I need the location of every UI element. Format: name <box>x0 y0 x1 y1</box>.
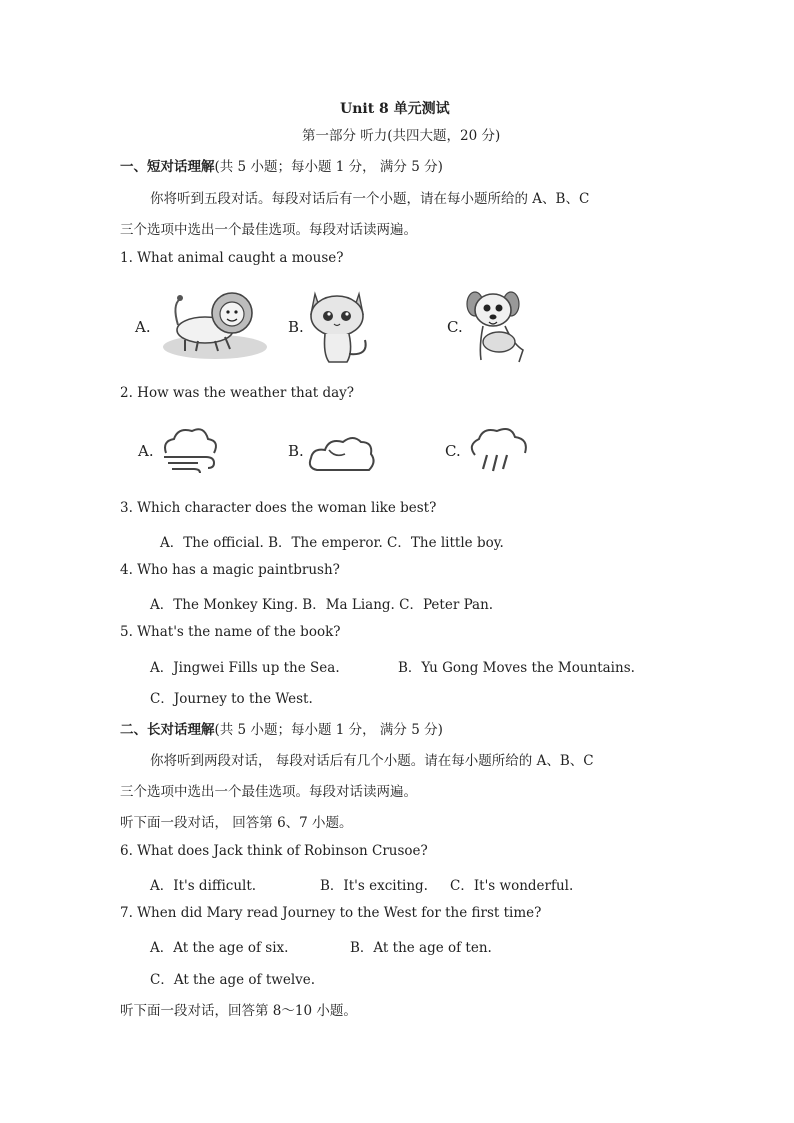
cat-icon <box>303 284 383 366</box>
q7-option-a[interactable]: A．At the age of six. <box>150 940 289 956</box>
question-3: 3. Which character does the woman like best? <box>120 500 437 516</box>
q5-option-b[interactable]: B．Yu Gong Moves the Mountains. <box>398 660 635 676</box>
q6-option-a[interactable]: A．It's difficult. <box>150 878 257 894</box>
section-one-heading <box>120 155 443 175</box>
cloudy-icon <box>307 428 377 474</box>
q7-option-b[interactable]: B．At the age of ten. <box>350 940 492 956</box>
rainy-cloud-icon <box>465 425 531 475</box>
section-one-instruction-2: 三个选项中选出一个最佳选项。每段对话读两遍。 <box>120 222 417 238</box>
q5-option-a[interactable]: A．Jingwei Fills up the Sea. <box>150 660 340 676</box>
question-2: 2. How was the weather that day? <box>120 385 355 401</box>
dialogue-1-lead: 听下面一段对话， 回答第 6、7 小题。 <box>120 815 353 831</box>
lion-icon <box>160 285 270 360</box>
q5-option-c[interactable]: C．Journey to the West. <box>150 691 313 707</box>
section-two-heading <box>120 718 443 738</box>
q6-option-c[interactable]: C．It's wonderful. <box>450 878 574 894</box>
question-6: 6. What does Jack think of Robinson Crusoe? <box>120 843 428 859</box>
q4-options[interactable]: A．The Monkey King. B．Ma Liang. C．Peter Pan. <box>150 597 494 613</box>
section-one-instruction-1: 你将听到五段对话。每段对话后有一个小题，请在每小题所给的 A、B、C <box>150 191 590 207</box>
question-5: 5. What's the name of the book? <box>120 624 341 640</box>
section-two-instruction-2: 三个选项中选出一个最佳选项。每段对话读两遍。 <box>120 784 417 800</box>
q1-option-c-label[interactable]: C. <box>447 318 463 336</box>
section-two-instruction-1: 你将听到两段对话， 每段对话后有几个小题。请在每小题所给的 A、B、C <box>150 753 594 769</box>
section-two-score: (共 5 小题；每小题 1 分， 满分 5 分) <box>214 722 443 738</box>
q1-option-b-label[interactable]: B. <box>288 318 304 336</box>
q3-options[interactable]: A．The official. B．The emperor. C．The little boy. <box>160 535 504 551</box>
page-title: Unit 8 单元测试 <box>340 101 450 117</box>
q1-option-a-label[interactable]: A. <box>135 318 151 336</box>
q2-option-a-label[interactable]: A. <box>138 442 154 460</box>
dialogue-2-lead: 听下面一段对话，回答第 8～10 小题。 <box>120 1003 357 1019</box>
question-4: 4. Who has a magic paintbrush? <box>120 562 340 578</box>
question-1: 1. What animal caught a mouse? <box>120 250 344 266</box>
section-one-score: (共 5 小题；每小题 1 分， 满分 5 分) <box>214 159 443 175</box>
q2-option-b-label[interactable]: B. <box>288 442 304 460</box>
section-two-title: 二、长对话理解 <box>120 722 215 738</box>
question-7: 7. When did Mary read Journey to the West for the first time? <box>120 905 542 921</box>
dog-icon <box>465 288 535 368</box>
section-one-title: 一、短对话理解 <box>120 159 215 175</box>
q7-option-c[interactable]: C．At the age of twelve. <box>150 972 316 988</box>
q6-option-b[interactable]: B．It's exciting. <box>320 878 428 894</box>
q2-option-c-label[interactable]: C. <box>445 442 461 460</box>
windy-cloud-icon <box>158 425 224 475</box>
page-subtitle: 第一部分 听力(共四大题，20 分) <box>302 128 501 144</box>
